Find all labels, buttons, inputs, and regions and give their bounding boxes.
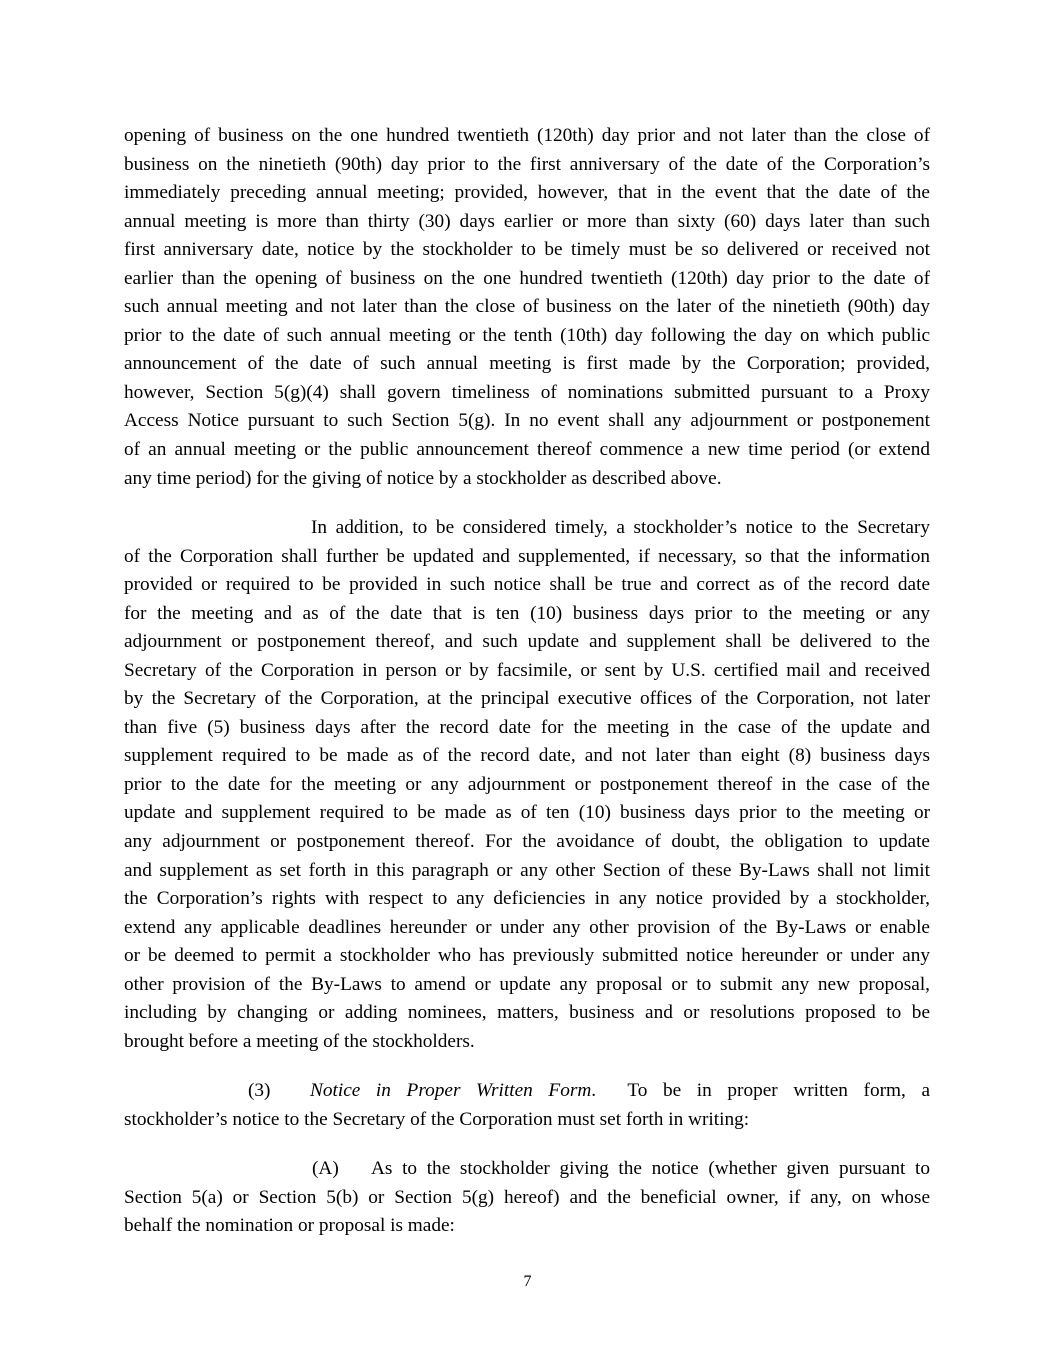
text-line: behalf the nomination or proposal is made: [124,1215,455,1237]
subsection-label: (A) [312,1158,339,1179]
text-fragment: As to the stockholder giving the notice (whether given pursuant to [371,1158,930,1179]
text-line: earlier than the opening of business on the one hundred twentieth (120th) day prior to the date of [124,267,930,289]
text-line: however, Section 5(g)(4) shall govern timeliness of nominations submitted pursuant to a Proxy [124,381,930,403]
text-line: Section 5(a) or Section 5(b) or Section 5(g) hereof) and the beneficial owner, if any, on whose [124,1186,930,1208]
text-line: adjournment or postponement thereof, and such update and supplement shall be delivered to the [124,631,930,653]
text-line: Access Notice pursuant to such Section 5(g). In no event shall any adjournment or postponement [124,410,930,432]
text-line: by the Secretary of the Corporation, at the principal executive offices of the Corporation, not later [124,688,930,710]
paragraph-proper-written-form [124,1077,930,1134]
text-line [124,1155,930,1184]
text-line: business on the ninetieth (90th) day prior to the first anniversary of the date of the Corporation’s [124,153,930,175]
text-line: and supplement as set forth in this paragraph or any other Section of these By-Laws shall not limit [124,859,930,881]
heading-period: . [591,1080,597,1101]
text-fragment: To be in proper written form, a [627,1080,931,1101]
text-line: other provision of the By-Laws to amend or update any proposal or to submit any new proposal, [124,973,930,995]
text-line: prior to the date of such annual meeting or the tenth (10th) day following the day on which public [124,324,930,346]
text-line: opening of business on the one hundred twentieth (120th) day prior and not later than the close of [124,125,930,146]
text-line: annual meeting is more than thirty (30) days earlier or more than sixty (60) days later than such [124,210,930,232]
text-line: of the Corporation shall further be updated and supplemented, if necessary, so that the information [124,545,930,567]
text-line: prior to the date for the meeting or any adjournment or postponement thereof in the case of the [124,773,930,795]
text-line [124,1077,930,1106]
text-line: such annual meeting and not later than the close of business on the later of the ninetieth (90th) day [124,296,930,318]
section-number: (3) [248,1080,271,1101]
text-line: immediately preceding annual meeting; provided, however, that in the event that the date of the [124,182,930,204]
text-line: any adjournment or postponement thereof. For the avoidance of doubt, the obligation to update [124,831,930,853]
text-line: provided or required to be provided in such notice shall be true and correct as of the record date [124,574,930,596]
text-line: of an annual meeting or the public announcement thereof commence a new time period (or extend [124,439,930,461]
text-line: the Corporation’s rights with respect to any deficiencies in any notice provided by a stockholder, [124,888,930,910]
text-line: for the meeting and as of the date that is ten (10) business days prior to the meeting or any [124,602,930,624]
text-line: In addition, to be considered timely, a stockholder’s notice to the Secretary [311,517,930,538]
text-line: supplement required to be made as of the record date, and not later than eight (8) business days [124,745,930,767]
text-line: or be deemed to permit a stockholder who has previously submitted notice hereunder or under any [124,945,930,967]
text-line: stockholder’s notice to the Secretary of the Corporation must set forth in writing: [124,1108,750,1130]
text-line: extend any applicable deadlines hereunder or under any other provision of the By-Laws or enable [124,916,930,938]
text-line: including by changing or adding nominees, matters, business and or resolutions proposed to be [124,1002,930,1024]
text-line: Secretary of the Corporation in person or by facsimile, or sent by U.S. certified mail and received [124,659,930,681]
text-line: than five (5) business days after the record date for the meeting in the case of the update and [124,716,930,738]
text-line: announcement of the date of such annual meeting is first made by the Corporation; provided, [124,353,930,375]
text-line: first anniversary date, notice by the stockholder to be timely must be so delivered or received not [124,239,930,261]
text-line: any time period) for the giving of notice by a stockholder as described above. [124,467,722,489]
page-number: 7 [523,1273,532,1290]
section-heading: Notice in Proper Written Form [310,1080,592,1101]
paragraph-update-supplement [124,514,930,1056]
text-line: update and supplement required to be made as of ten (10) business days prior to the meeting or [124,802,930,824]
paragraph-timeliness [124,122,930,493]
text-line: brought before a meeting of the stockholders. [124,1030,475,1052]
paragraph-subsection-a [124,1155,930,1241]
